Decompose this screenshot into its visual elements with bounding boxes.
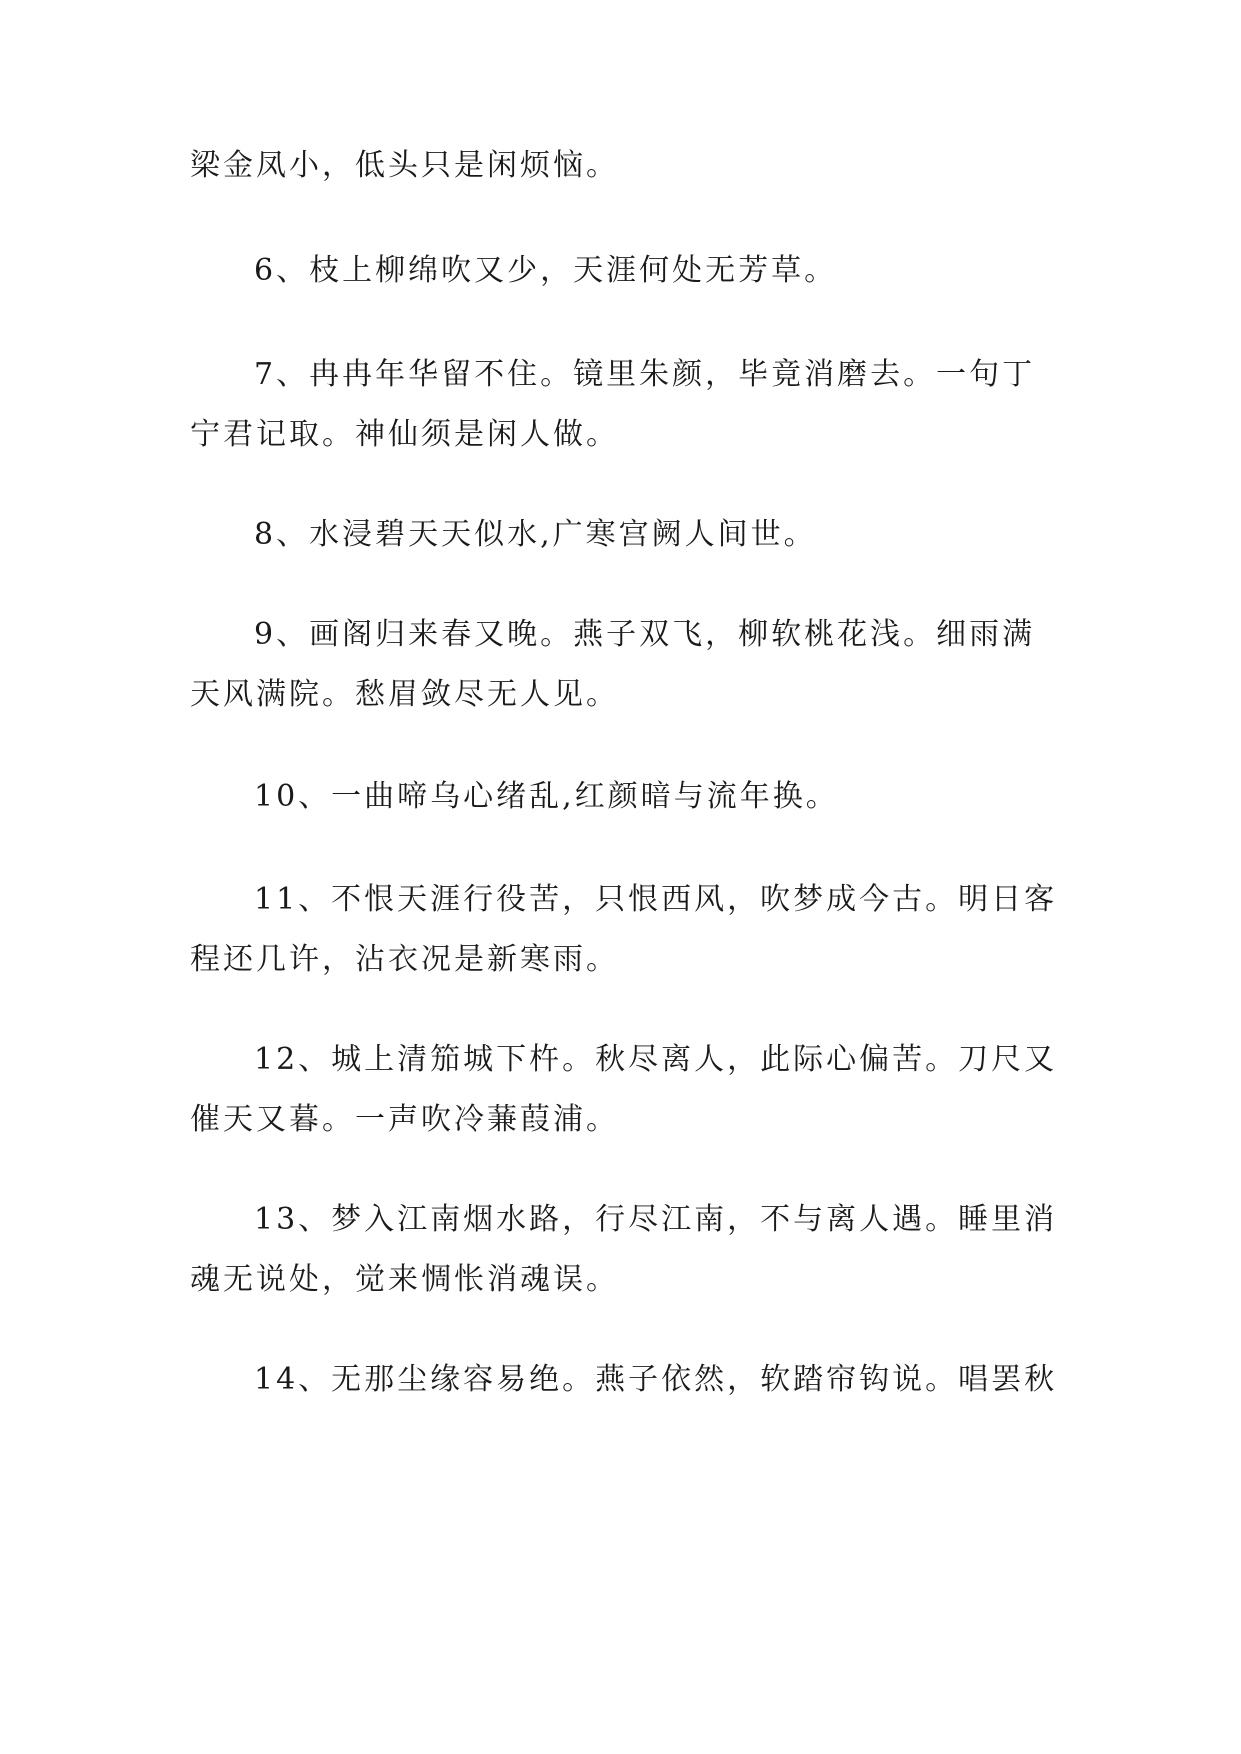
paragraph-6: 6、枝上柳绵吹又少，天涯何处无芳草。: [254, 253, 838, 288]
paragraph-13: 13、梦入江南烟水路，行尽江南，不与离人遇。睡里消魂无说处，觉来惆怅消魂误。: [190, 1202, 1058, 1297]
paragraph-7: 7、冉冉年华留不住。镜里朱颜，毕竟消磨去。一句丁宁君记取。神仙须是闲人做。: [190, 357, 1036, 452]
paragraph-14: 14、无那尘缘容易绝。燕子依然，软踏帘钩说。唱罢秋: [254, 1362, 1058, 1397]
paragraph-continuation: 梁金凤小，低头只是闲烦恼。: [190, 148, 619, 183]
paragraph-9: 9、画阁归来春又晚。燕子双飞，柳软桃花浅。细雨满天风满院。愁眉敛尽无人见。: [190, 617, 1036, 712]
paragraph-8: 8、水浸碧天天似水,广寒宫阙人间世。: [254, 517, 817, 552]
paragraph-12: 12、城上清笳城下杵。秋尽离人，此际心偏苦。刀尺又催天又暮。一声吹冷蒹葭浦。: [190, 1042, 1058, 1137]
paragraph-11: 11、不恨天涯行役苦，只恨西风，吹梦成今古。明日客程还几许，沾衣况是新寒雨。: [190, 882, 1058, 977]
paragraph-10: 10、一曲啼乌心绪乱,红颜暗与流年换。: [254, 779, 839, 814]
